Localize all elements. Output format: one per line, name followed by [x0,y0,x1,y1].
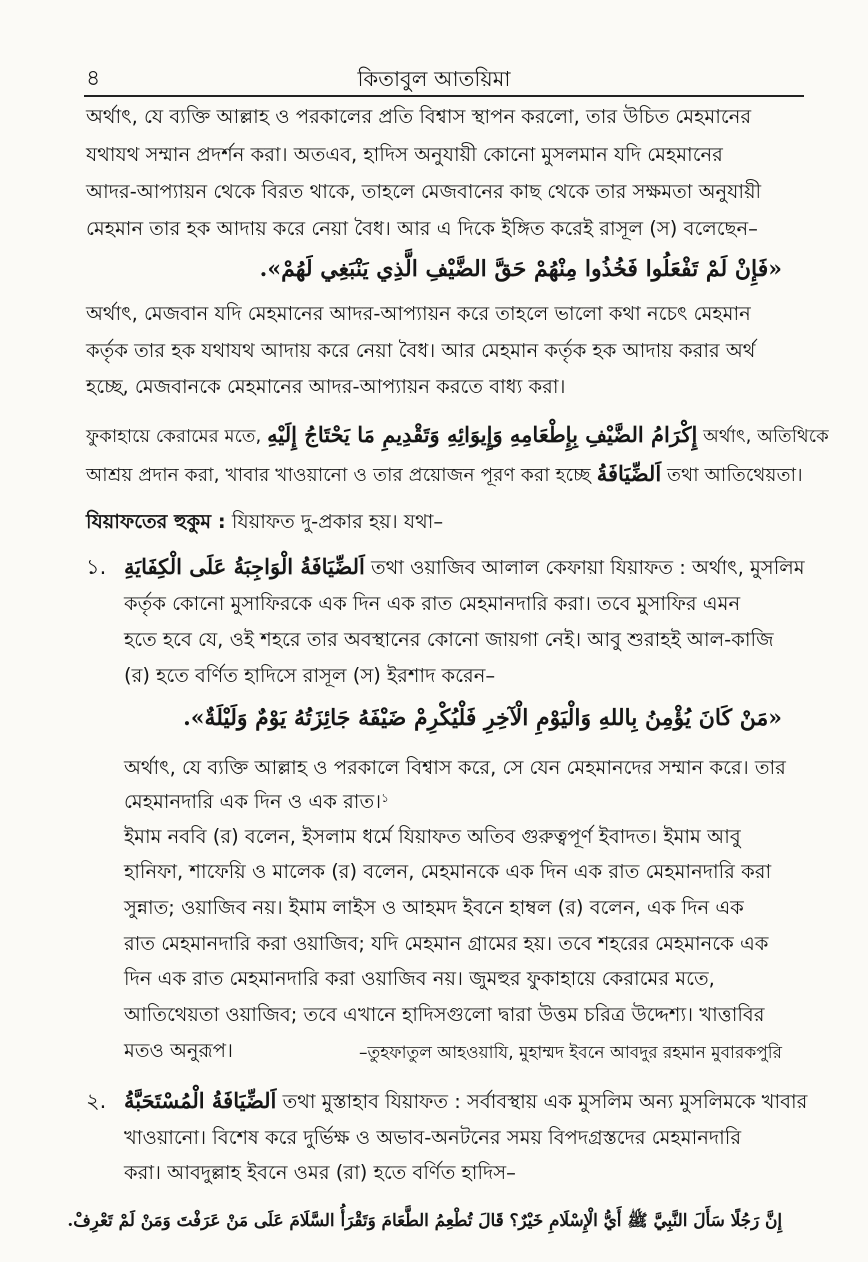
paragraph-line [86,420,829,452]
paragraph-line: হচ্ছে, মেজবানকে মেহমানের আদর-আপ্যায়ন করতে বাধ্য করা। [86,375,566,398]
paragraph-line: অর্থাৎ, মেজবান যদি মেহমানের আদর-আপ্যায়ন করে তাহলে ভালো কথা নচেৎ মেহমান [86,302,751,325]
header-rule [84,95,804,97]
text-run: তথা মুস্তাহাব যিয়াফত : সর্বাবস্থায় এক মুসলিম অন্য মুসলিমকে খাবার [282,1090,808,1113]
paragraph-line: আদর-আপ্যায়ন থেকে বিরত থাকে, তাহলে মেজবানের কাছ থেকে তার সক্ষমতা অনুযায়ী [86,180,762,203]
arabic-hadith: إِنَّ رَجُلًا سَأَلَ النَّبِيَّ ﷺ أَيُّ الْإِسْلَامِ خَيْرٌ؟ قَالَ تُطْعِمُ الطَّعَامَ وَتَقْرَأُ السَّلَامَ عَلَى مَنْ عَرَفْتَ وَمَنْ لَمْ تَعْرِفْ. [67,1210,782,1230]
paragraph-line: যথাযথ সম্মান প্রদর্শন করা। অতএব, হাদিস অনুযায়ী কোনো মুসলমান যদি মেহমানের [86,143,723,166]
text-run: আশ্রয় প্রদান করা, খাবার খাওয়ানো ও তার প্রয়োজন পূরণ করা হচ্ছে [86,465,591,486]
list-number: ১. [86,555,107,579]
paragraph-line: মেহমান তার হক আদায় করে নেয়া বৈধ। আর এ দিকে ইঙ্গিত করেই রাসূল (স) বলেছেন– [86,217,758,240]
text-run: ফুকাহায়ে কেরামের মতে, [86,426,262,447]
text-run: যিয়াফত দু-প্রকার হয়। যথা– [231,510,444,533]
list-item-line: ইমাম নববি (র) বলেন, ইসলাম ধর্মে যিয়াফত অতিব গুরুত্বপূর্ণ ইবাদত। ইমাম আবু [124,825,741,848]
list-item-line: করা। আবদুল্লাহ ইবনে ওমর (রা) হতে বর্ণিত হাদিস– [124,1161,516,1184]
text-run: তথা আতিথেয়তা। [667,465,803,486]
section-heading: যিয়াফতের হুকুম : [86,510,226,533]
arabic-hadith: «مَنْ كَانَ يُؤْمِنُ بِاللهِ وَالْيَوْمِ الْآخِرِ فَلْيُكْرِمْ ضَيْفَهُ جَائِزَتُهُ يَوْمٌ وَلَيْلَةٌ». [183,705,782,731]
list-item-line: (র) হতে বর্ণিত হাদিসে রাসূল (স) ইরশাদ করেন– [124,664,496,687]
text-run: অর্থাৎ, অতিথিকে [703,426,829,447]
list-item-line: সুন্নাত; ওয়াজিব নয়। ইমাম লাইস ও আহমদ ইবনে হাম্বল (র) বলেন, এক দিন এক [124,896,744,919]
list-item-line [124,1086,807,1117]
list-item-line: আতিথেয়তা ওয়াজিব; তবে এখানে হাদিসগুলো দ্বারা উত্তম চরিত্র উদ্দেশ্য। খাত্তাবির [124,1003,765,1026]
citation: –তুহফাতুল আহওয়াযি, মুহাম্মদ ইবনে আবদুর রহমান মুবারকপুরি [358,1043,782,1063]
list-item-line [124,552,805,583]
text-run: মেহমানদারি এক দিন ও এক রাত। [124,790,382,813]
running-title: কিতাবুল আতয়িমা [357,67,511,91]
list-item-line: দিন এক রাত মেহমানদারি করা ওয়াজিব নয়। জুমহুর ফুকাহায়ে কেরামের মতে, [124,967,715,990]
arabic-inline: اَلضِّيَافَةُ [596,461,662,486]
arabic-inline: إِكْرَامُ الضَّيْفِ بِإِطْعَامِهِ وَإِيوَائِهِ وَتَقْدِيمِ مَا يَحْتَاجُ إِلَيْهِ [267,422,698,447]
list-item-line: হতে হবে যে, ওই শহরে তার অবস্থানের কোনো জায়গা নেই। আবু শুরাহই আল-কাজি [124,628,774,651]
paragraph-line [86,459,803,491]
text-run: তথা ওয়াজিব আলাল কেফায়া যিয়াফত : অর্থাৎ, মুসলিম [371,556,805,579]
arabic-inline: اَلضِّيَافَةُ الْوَاجِبَةُ عَلَى الْكِفَايَةِ [124,554,365,579]
paragraph-line: অর্থাৎ, যে ব্যক্তি আল্লাহ ও পরকালের প্রতি বিশ্বাস স্থাপন করলো, তার উচিত মেহমানের [86,105,752,128]
page-number: ৪ [86,66,101,91]
arabic-quote: «فَإِنْ لَمْ تَفْعَلُوا فَخُذُوا مِنْهُمْ حَقَّ الضَّيْفِ الَّذِي يَنْبَغِي لَهُمْ». [259,256,782,282]
list-item-line: কর্তৃক কোনো মুসাফিরকে এক দিন এক রাত মেহমানদারি করা। তবে মুসাফির এমন [124,592,741,615]
list-item-line: রাত মেহমানদারি করা ওয়াজিব; যদি মেহমান গ্রামের হয়। তবে শহরের মেহমানকে এক [124,932,769,955]
list-item-line: খাওয়ানো। বিশেষ করে দুর্ভিক্ষ ও অভাব-অনটনের সময় বিপদগ্রস্তদের মেহমানদারি [124,1126,742,1149]
list-item-line: হানিফা, শাফেয়ি ও মালেক (র) বলেন, মেহমানকে এক দিন এক রাত মেহমানদারি করা [124,860,772,883]
footnote-marker: ১ [381,791,389,805]
paragraph-line: কর্তৃক তার হক যথাযথ আদায় করে নেয়া বৈধ। আর মেহমান কর্তৃক হক আদায় করার অর্থ [86,339,756,362]
list-number: ২. [86,1089,107,1113]
arabic-inline: اَلضِّيَافَةُ الْمُسْتَحَبَّةُ [124,1088,277,1113]
ruling-line [86,507,443,537]
list-item-line: মতও অনুরূপ। [124,1039,233,1062]
list-item-line [124,787,389,817]
list-item-line: অর্থাৎ, যে ব্যক্তি আল্লাহ ও পরকালে বিশ্বাস করে, সে যেন মেহমানদের সম্মান করে। তার [124,756,786,779]
